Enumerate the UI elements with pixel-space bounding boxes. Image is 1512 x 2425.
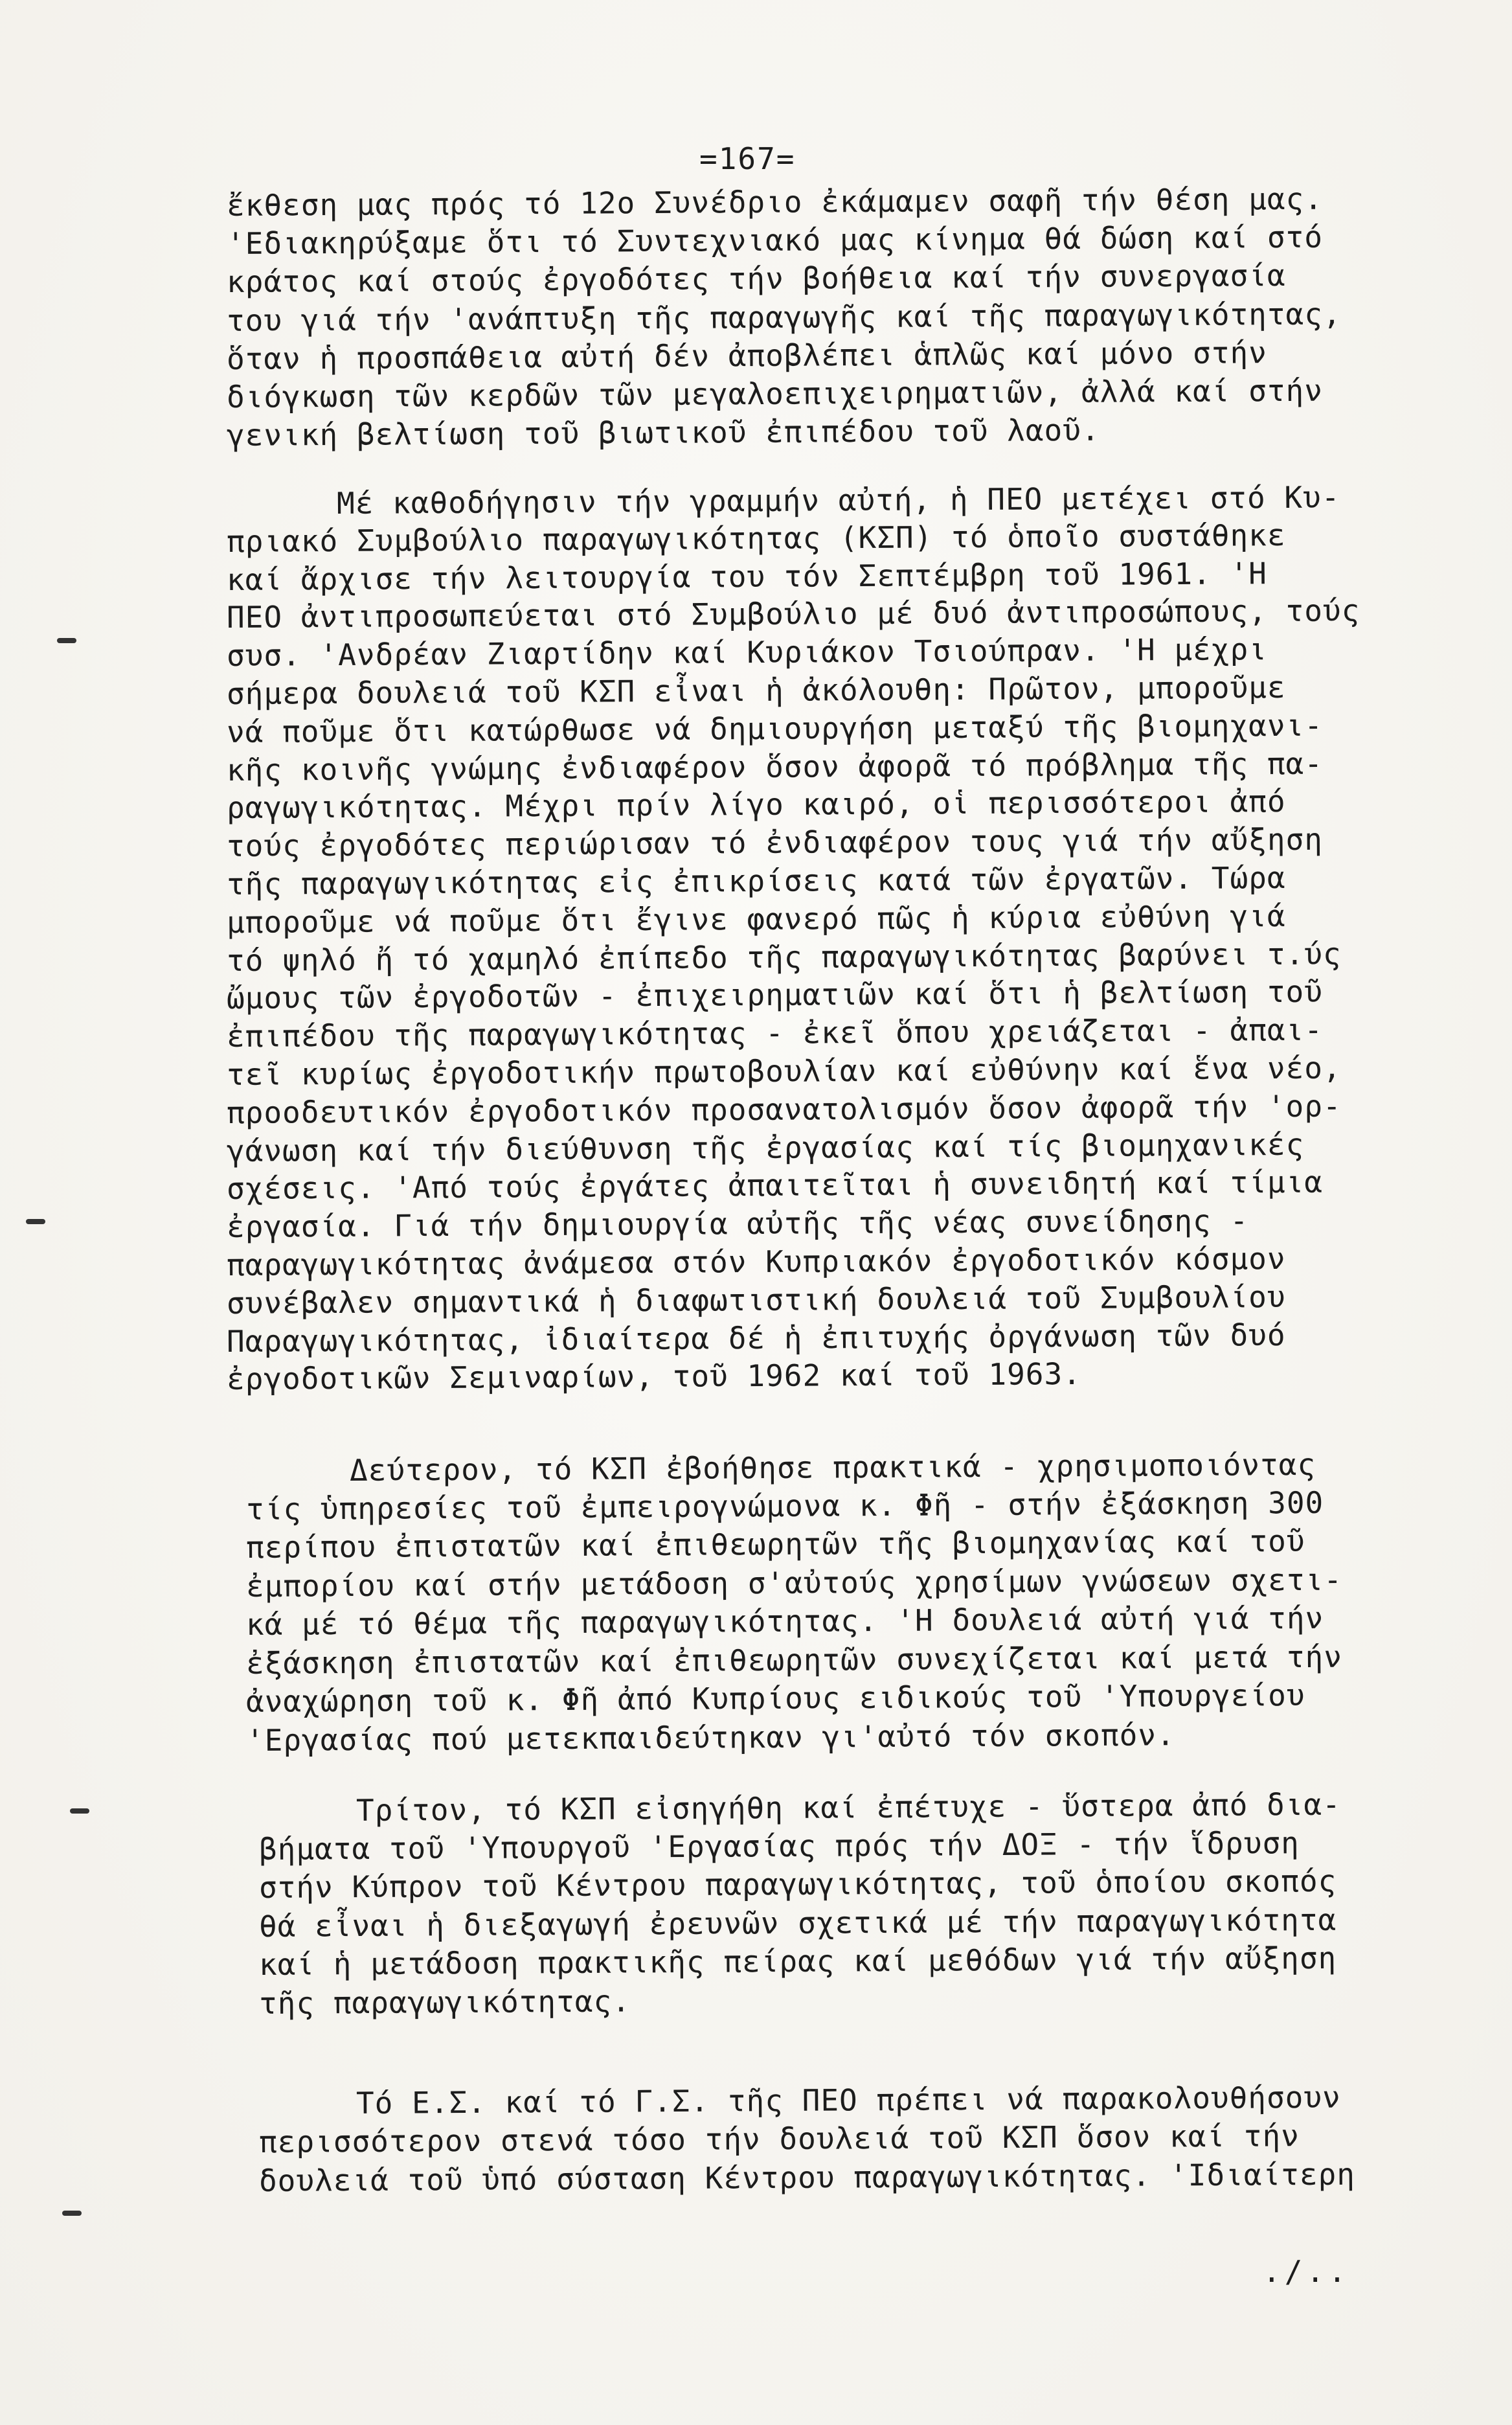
text-line: περίπου ἐπιστατῶν καί ἐπιθεωρητῶν τῆς βιομηχανίας καί τοῦ xyxy=(245,1523,1305,1565)
text-line: τῆς παραγωγικότητας εἰς ἐπικρίσεις κατά τῶν ἐργατῶν. Τώρα xyxy=(226,860,1286,902)
text-line: διόγκωση τῶν κερδῶν τῶν μεγαλοεπιχειρηματιῶν, ἀλλά καί στήν xyxy=(226,372,1324,415)
text-line: ραγωγικότητας. Μέχρι πρίν λίγο καιρό, οἱ περισσότεροι ἀπό xyxy=(226,784,1286,826)
continuation-mark: ./.. xyxy=(1263,2254,1350,2289)
text-line: παραγωγικότητας ἀνάμεσα στόν Κυπριακόν ἐργοδοτικόν κόσμον xyxy=(226,1241,1286,1282)
text-line: του γιά τήν 'ανάπτυξη τῆς παραγωγῆς καί τῆς παραγωγικότητας, xyxy=(226,296,1342,338)
text-line: προοδευτικόν ἐργοδοτικόν προσανατολισμόν ὅσον ἀφορᾶ τήν 'ορ- xyxy=(226,1088,1342,1130)
text-line: περισσότερον στενά τόσο τήν δουλειά τοῦ ΚΣΠ ὅσον καί τήν xyxy=(258,2118,1300,2159)
text-line: τίς ὑπηρεσίες τοῦ ἐμπειρογνώμονα κ. Φῆ - στήν ἐξάσκηση 300 xyxy=(245,1485,1324,1527)
text-line: ἐργοδοτικῶν Σεμιναρίων, τοῦ 1962 καί τοῦ 1963. xyxy=(226,1356,1082,1397)
text-line: ὤμους τῶν ἐργοδοτῶν - ἐπιχειρηματιῶν καί ὅτι ἡ βελτίωση τοῦ xyxy=(226,974,1324,1016)
text-line: Τό Ε.Σ. καί τό Γ.Σ. τῆς ΠΕΟ πρέπει νά παρακολουθήσουν xyxy=(355,2079,1341,2121)
text-line: τεῖ κυρίως ἐργοδοτικήν πρωτοβουλίαν καί εὐθύνην καί ἕνα νέο, xyxy=(226,1050,1342,1092)
text-line: σήμερα δουλειά τοῦ ΚΣΠ εἶναι ἡ ἀκόλουθη: Πρῶτον, μποροῦμε xyxy=(226,670,1286,711)
text-line: συνέβαλεν σημαντικά ἡ διαφωτιστική δουλειά τοῦ Συμβουλίου xyxy=(226,1279,1286,1321)
text-line: ἐμπορίου καί στήν μετάδοση σ'αὐτούς χρησίμων γνώσεων σχετι- xyxy=(245,1562,1343,1604)
text-line: κά μέ τό θέμα τῆς παραγωγικότητας. 'Η δουλειά αὐτή γιά τήν xyxy=(245,1600,1324,1642)
text-line: δουλειά τοῦ ὑπό σύσταση Κέντρου παραγωγικότητας. 'Ιδιαίτερη xyxy=(258,2156,1356,2198)
text-line: συσ. 'Ανδρέαν Ζιαρτίδην καί Κυριάκον Τσιούπραν. 'Η μέχρι xyxy=(226,632,1268,674)
text-line: Τρίτον, τό ΚΣΠ εἰσηγήθη καί ἐπέτυχε - ὕστερα ἀπό δια- xyxy=(355,1786,1341,1828)
text-line: καί ἡ μετάδοση πρακτικῆς πείρας καί μεθόδων γιά τήν αὔξηση xyxy=(258,1940,1337,1982)
text-line: 'Εδιακηρύξαμε ὅτι τό Συντεχνιακό μας κίνημα θά δώση καί στό xyxy=(226,219,1324,262)
text-line: σχέσεις. 'Από τούς ἐργάτες ἀπαιτεῖται ἡ συνειδητή καί τίμια xyxy=(226,1165,1324,1207)
text-line: γάνωση καί τήν διεύθυνση τῆς ἐργασίας καί τίς βιομηχανικές xyxy=(226,1126,1305,1168)
text-line: ἔκθεση μας πρός τό 12ο Συνέδριο ἐκάμαμεν σαφῆ τήν θέση μας. xyxy=(226,181,1324,223)
text-line: ἀναχώρηση τοῦ κ. Φῆ ἀπό Κυπρίους ειδικούς τοῦ 'Υπουργείου xyxy=(245,1678,1305,1719)
text-line: θά εἶναι ἡ διεξαγωγή ἐρευνῶν σχετικά μέ τήν παραγωγικότητα xyxy=(258,1902,1337,1944)
text-line: Μέ καθοδήγησιν τήν γραμμήν αὐτή, ἡ ΠΕΟ μετέχει στό Κυ- xyxy=(336,479,1340,521)
page-number: =167= xyxy=(699,141,796,176)
text-line: γενική βελτίωση τοῦ βιωτικοῦ ἐπιπέδου τοῦ λαοῦ. xyxy=(226,412,1100,453)
text-line: τῆς παραγωγικότητας. xyxy=(258,1983,631,2021)
text-line: τούς ἐργοδότες περιώρισαν τό ἐνδιαφέρον τους γιά τήν αὔξηση xyxy=(226,821,1324,864)
text-line: τό ψηλό ἤ τό χαμηλό ἐπίπεδο τῆς παραγωγικότητας βαρύνει τ.ύς xyxy=(226,936,1342,978)
text-line: καί ἄρχισε τήν λειτουργία του τόν Σεπτέμβρη τοῦ 1961. 'Η xyxy=(226,555,1268,597)
margin-punch-mark xyxy=(70,1808,89,1814)
text-line: ἐπιπέδου τῆς παραγωγικότητας - ἐκεῖ ὅπου χρειάζεται - ἀπαι- xyxy=(226,1012,1324,1054)
text-line: πριακό Συμβούλιο παραγωγικότητας (ΚΣΠ) τό ὁποῖο συστάθηκε xyxy=(226,517,1286,559)
text-line: Παραγωγικότητας, ἰδιαίτερα δέ ἡ ἐπιτυχής ὀργάνωση τῶν δυό xyxy=(226,1317,1286,1359)
text-line: κράτος καί στούς ἐργοδότες τήν βοήθεια καί τήν συνεργασία xyxy=(226,258,1286,300)
text-line: 'Εργασίας πού μετεκπαιδεύτηκαν γι'αὐτό τόν σκοπόν. xyxy=(245,1716,1175,1758)
text-line: νά ποῦμε ὅτι κατώρθωσε νά δημιουργήση μεταξύ τῆς βιομηχανι- xyxy=(226,707,1324,749)
text-line: κῆς κοινῆς γνώμης ἐνδιαφέρον ὅσον ἀφορᾶ τό πρόβλημα τῆς πα- xyxy=(226,746,1324,788)
text-line: Δεύτερον, τό ΚΣΠ ἐβοήθησε πρακτικά - χρησιμοποιόντας xyxy=(349,1446,1316,1488)
margin-punch-mark xyxy=(26,1219,45,1224)
text-line: μποροῦμε νά ποῦμε ὅτι ἔγινε φανερό πῶς ἡ κύρια εὐθύνη γιά xyxy=(226,898,1286,940)
margin-punch-mark xyxy=(57,638,76,643)
text-line: στήν Κύπρον τοῦ Κέντρου παραγωγικότητας, τοῦ ὁποίου σκοπός xyxy=(258,1863,1337,1905)
text-line: βήματα τοῦ 'Υπουργοῦ 'Εργασίας πρός τήν ΔΟΞ - τήν ἵδρυση xyxy=(258,1825,1300,1867)
text-line: ΠΕΟ ἀντιπροσωπεύεται στό Συμβούλιο μέ δυό ἀντιπροσώπους, τούς xyxy=(226,593,1360,635)
text-line: ὅταν ἡ προσπάθεια αὐτή δέν ἀποβλέπει ἁπλῶς καί μόνο στήν xyxy=(226,334,1268,376)
margin-punch-mark xyxy=(62,2211,82,2216)
text-line: ἐργασία. Γιά τήν δημιουργία αὐτῆς τῆς νέας συνείδησης - xyxy=(226,1203,1249,1245)
text-line: ἐξάσκηση ἐπιστατῶν καί ἐπιθεωρητῶν συνεχίζεται καί μετά τήν xyxy=(245,1639,1343,1681)
